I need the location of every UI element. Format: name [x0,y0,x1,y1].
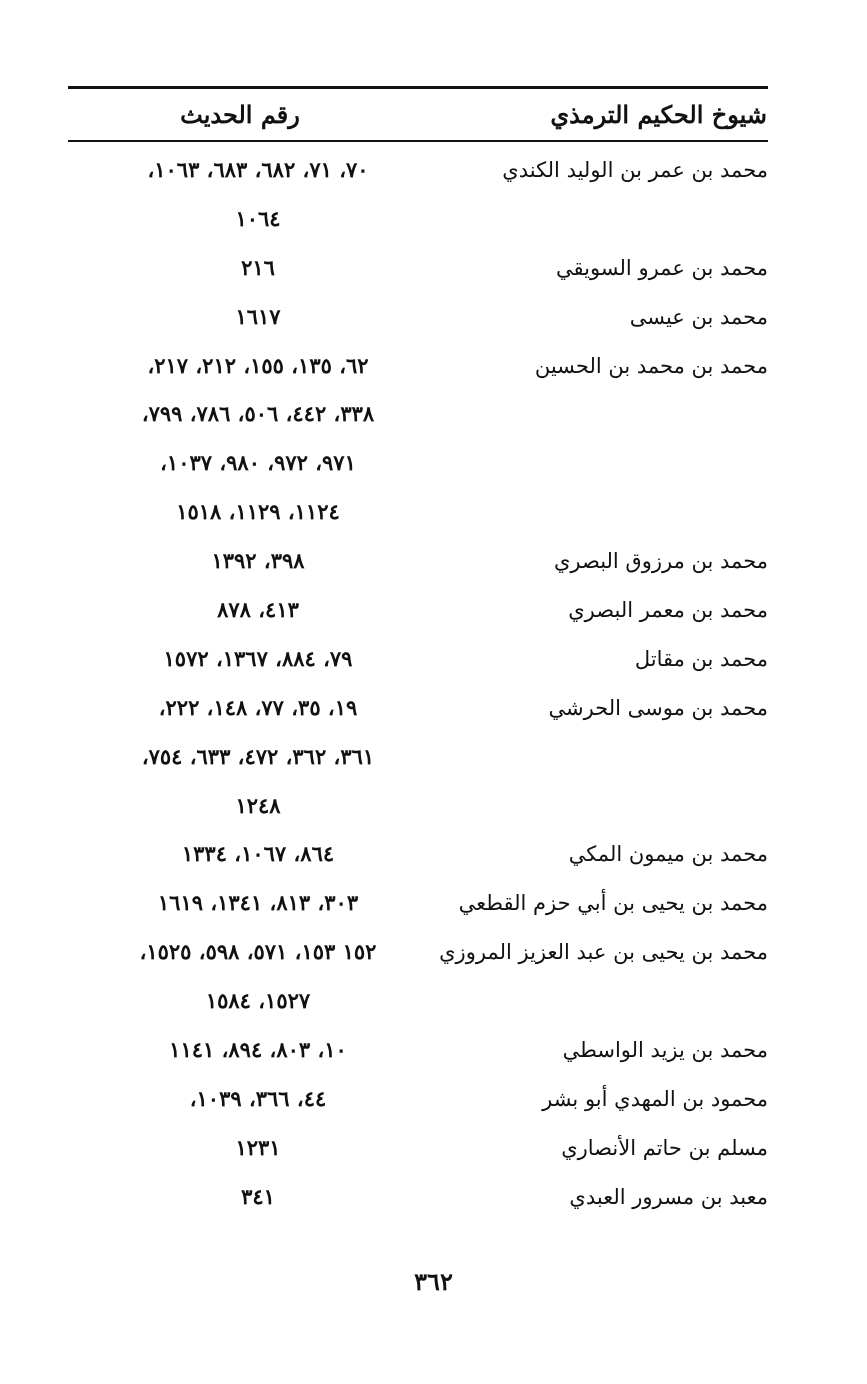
hadith-numbers: ٣٩٨، ١٣٩٢ [211,548,305,574]
table-row [68,195,768,244]
table-row [68,244,768,293]
hadith-numbers: ١٥٢٧، ١٥٨٤ [205,988,311,1014]
hadith-numbers: ٨٦٤، ١٠٦٧، ١٣٣٤ [181,841,335,867]
column-header-hadith-number: رقم الحديث [180,100,300,129]
hadith-numbers: ١٩، ٣٥، ٧٧، ١٤٨، ٢٢٢، [158,694,358,720]
table-row [68,879,768,928]
hadith-numbers: ١٠، ٨٠٣، ٨٩٤، ١١٤١ [169,1037,347,1063]
header-rule [68,140,768,142]
table-row [68,439,768,488]
hadith-numbers: ٤٤، ٣٦٦، ١٠٣٩، [189,1085,327,1111]
hadith-numbers: ٧٠، ٧١، ٦٨٢، ٦٨٣، ١٠٦٣، [147,157,369,182]
hadith-numbers: ١١٢٤، ١١٢٩، ١٥١٨ [176,499,340,525]
teacher-name: محمد بن يزيد الواسطي [562,1038,768,1063]
table-row [68,586,768,635]
table-row [68,928,768,977]
table-row [68,1075,768,1124]
teacher-name: محمد بن عيسى [629,304,768,329]
hadith-numbers: ٣٤١ [241,1183,275,1209]
hadith-numbers: ١٢٣١ [235,1134,281,1160]
table-row [68,390,768,439]
table-row [68,488,768,537]
teacher-name: محمد بن عمر بن الوليد الكندي [502,158,768,182]
hadith-numbers: ٣٦١، ٣٦٢، ٤٧٢، ٦٣٣، ٧٥٤، [141,743,375,769]
hadith-numbers: ١٠٦٤ [235,205,281,231]
table-row [68,146,768,195]
teacher-name: محمد بن معمر البصري [568,598,768,623]
teacher-name: محمد بن محمد بن الحسين [534,353,768,378]
hadith-numbers: ٦٢، ١٣٥، ١٥٥، ٢١٢، ٢١٧، [147,352,369,378]
table-row [68,1026,768,1075]
teacher-name: محمد بن مقاتل [634,646,768,671]
teacher-name: محمد بن موسى الحرشي [548,695,768,720]
table-row [68,733,768,782]
index-table [68,146,768,1222]
teacher-name: مسلم بن حاتم الأنصاري [561,1135,768,1160]
teacher-name: محمد بن ميمون المكي [568,842,768,867]
table-row [68,1124,768,1173]
hadith-numbers: ٣٠٣، ٨١٣، ١٣٤١، ١٦١٩ [157,890,359,916]
table-row [68,684,768,733]
top-rule [68,86,768,89]
hadith-numbers: ١٥٢ ١٥٣، ٥٧١، ٥٩٨، ١٥٢٥، [139,939,377,965]
hadith-numbers: ٧٩، ٨٨٤، ١٣٦٧، ١٥٧٢ [163,645,353,671]
teacher-name: محمد بن عمرو السويقي [555,255,768,280]
teacher-name: معبد بن مسرور العبدي [569,1184,768,1209]
hadith-numbers: ٢١٦ [241,254,275,280]
table-row [68,342,768,391]
hadith-numbers: ٤١٣، ٨٧٨ [217,597,299,623]
table-row [68,537,768,586]
hadith-numbers: ٣٣٨، ٤٤٢، ٥٠٦، ٧٨٦، ٧٩٩، [141,401,375,427]
table-row [68,293,768,342]
table-row [68,830,768,879]
page-number: ٣٦٢ [414,1267,453,1296]
table-row [68,1173,768,1222]
table-row [68,635,768,684]
hadith-numbers: ٩٧١، ٩٧٢، ٩٨٠، ١٠٣٧، [160,450,356,476]
table-row [68,782,768,831]
hadith-numbers: ١٦١٧ [235,303,281,329]
teacher-name: محمود بن المهدي أبو بشر [542,1086,768,1111]
teacher-name: محمد بن يحيى بن عبد العزيز المروزي [439,940,768,965]
hadith-numbers: ١٢٤٨ [235,792,281,818]
teacher-name: محمد بن يحيى بن أبي حزم القطعي [458,891,768,916]
column-header-teachers: شيوخ الحكيم الترمذي [550,100,767,129]
table-row [68,977,768,1026]
teacher-name: محمد بن مرزوق البصري [553,549,768,574]
